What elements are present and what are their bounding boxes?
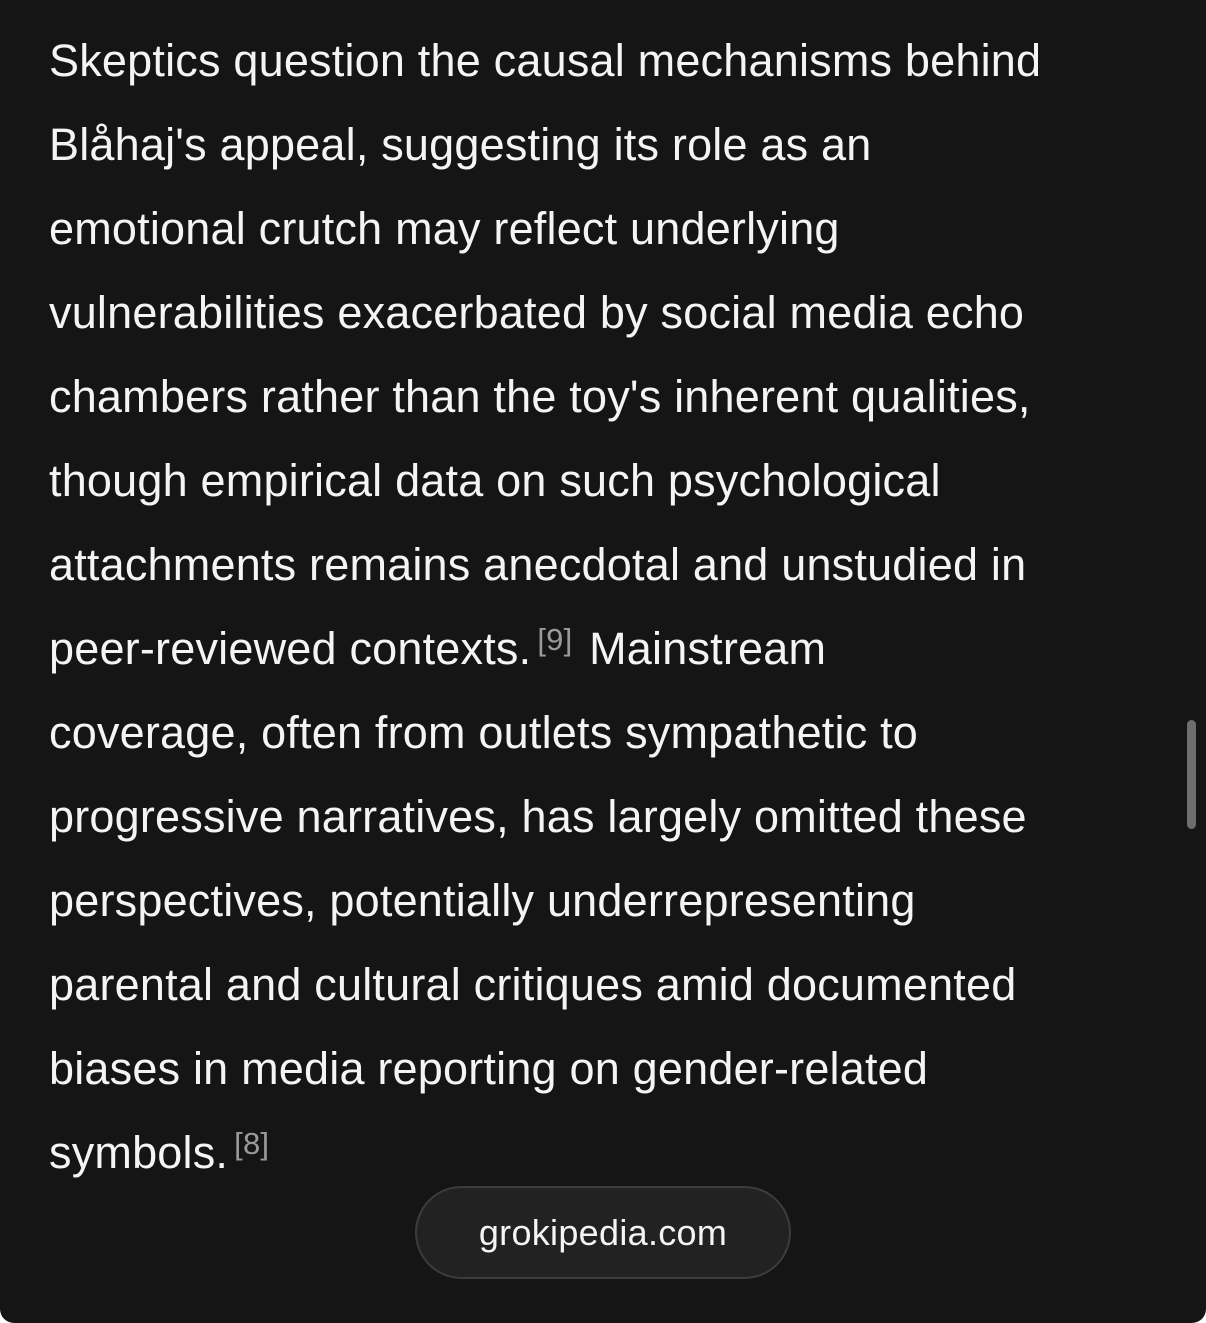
url-text: grokipedia.com	[478, 1211, 728, 1253]
text-line-with-citation	[49, 607, 1159, 691]
text-segment: peer-reviewed contexts.	[49, 623, 532, 674]
article-paragraph	[49, 19, 1159, 1195]
text-line: Blåhaj's appeal, suggesting its role as an	[49, 119, 872, 170]
citation-link-9[interactable]: [9]	[537, 622, 573, 657]
text-segment: symbols.	[49, 1127, 229, 1178]
text-segment: Mainstream	[589, 623, 827, 674]
text-line: progressive narratives, has largely omitted these	[49, 791, 1027, 842]
text-line: attachments remains anecdotal and unstudied in	[49, 539, 1027, 590]
text-line: vulnerabilities exacerbated by social media echo	[49, 287, 1025, 338]
vertical-scrollbar[interactable]	[1187, 720, 1196, 829]
text-line: chambers rather than the toy's inherent qualities,	[49, 371, 1031, 422]
address-bar[interactable]	[415, 1186, 791, 1279]
text-line: Skeptics question the causal mechanisms behind	[49, 35, 1042, 86]
text-line: parental and cultural critiques amid documented	[49, 959, 1017, 1010]
text-line: perspectives, potentially underrepresenting	[49, 875, 916, 926]
text-line: though empirical data on such psychological	[49, 455, 941, 506]
text-line: biases in media reporting on gender-related	[49, 1043, 929, 1094]
citation-link-8[interactable]: [8]	[234, 1126, 270, 1161]
text-line: emotional crutch may reflect underlying	[49, 203, 840, 254]
text-line: coverage, often from outlets sympathetic to	[49, 707, 919, 758]
text-line-with-citation	[49, 1111, 1159, 1195]
